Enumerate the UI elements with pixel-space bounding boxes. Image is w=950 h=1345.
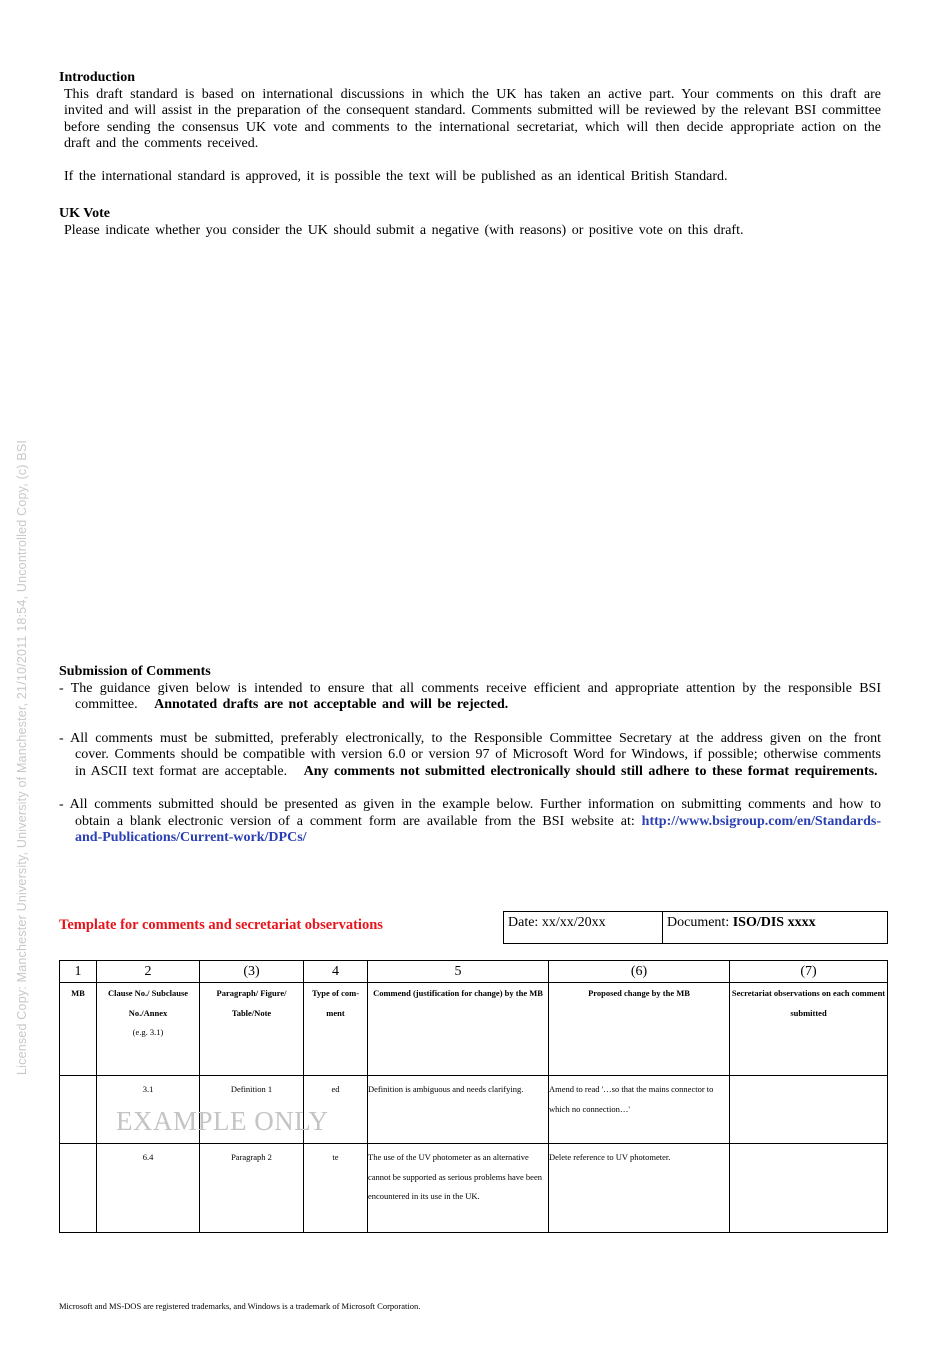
- column-number: (3): [200, 961, 304, 983]
- submission-bullet-1-bold: Annotated drafts are not acceptable and will be rejected.: [154, 697, 509, 712]
- cell-type: te: [304, 1144, 368, 1233]
- cell-clause: 3.1: [97, 1076, 200, 1144]
- header-paragraph: Paragraph/ Figure/ Table/Note: [200, 983, 304, 1076]
- submission-bullet-2: [59, 731, 881, 781]
- column-number: 2: [97, 961, 200, 983]
- introduction-section: [59, 70, 881, 185]
- header-mb: MB: [60, 983, 97, 1076]
- submission-bullet-2-text: - All comments must be submitted, preferably electronically, to the Responsible Committee Secretary at the address given on the front cover. Comments should be compatible with version 6.0 or version 97 of Microsoft Word for Windows, if possible; otherwise comments in ASCII text format are acceptable.: [59, 730, 881, 779]
- cell-comment: The use of the UV photometer as an alternative cannot be supported as serious problems have been encountered in its use in the UK.: [368, 1144, 549, 1233]
- submission-section: [59, 664, 881, 847]
- cell-type: ed: [304, 1076, 368, 1144]
- cell-comment: Definition is ambiguous and needs clarifying.: [368, 1076, 549, 1144]
- header-clause: [97, 983, 200, 1076]
- trademark-footer: Microsoft and MS-DOS are registered trademarks, and Windows is a trademark of Microsoft Corporation.: [59, 1301, 421, 1311]
- column-number: 5: [368, 961, 549, 983]
- uk-vote-paragraph: Please indicate whether you consider the UK should submit a negative (with reasons) or positive vote on this draft.: [64, 222, 744, 238]
- introduction-paragraph-2: If the international standard is approved, it is possible the text will be published as an identical British Standard.: [64, 168, 728, 184]
- uk-vote-heading: UK Vote: [59, 206, 110, 221]
- introduction-heading: Introduction: [59, 70, 135, 85]
- submission-bullet-3-text: - All comments submitted should be presented as given in the example below. Further information on submitting comments and how to obtain a blank electronic version of a comment form are available from the BSI website at:: [59, 797, 881, 829]
- cell-clause: 6.4: [97, 1144, 200, 1233]
- column-number: (7): [730, 961, 888, 983]
- template-title: Template for comments and secretariat observations: [59, 917, 383, 933]
- submission-bullet-2-bold: Any comments not submitted electronically should still adhere to these format requirements.: [303, 763, 878, 779]
- header-clause-example: (e.g. 3.1): [132, 1027, 164, 1037]
- uk-vote-section: [59, 206, 881, 239]
- submission-bullet-1-text: - The guidance given below is intended to ensure that all comments receive efficient and appropriate attention by the responsible BSI committee.: [59, 680, 881, 712]
- header-proposed-change: Proposed change by the MB: [549, 983, 730, 1076]
- comments-table: [59, 960, 888, 1233]
- document-value: ISO/DIS xxxx: [732, 915, 816, 930]
- date-value: xx/xx/20xx: [541, 915, 606, 930]
- date-cell: [504, 912, 663, 943]
- header-secretariat-observations: Secretariat observations on each comment submitted: [730, 983, 888, 1076]
- introduction-paragraph-1: This draft standard is based on international discussions in which the UK has taken an active part. Your comments on this draft are invited and will assist in the preparation of the consequent standard. Comments submitted will be reviewed by the relevant BSI committee before sending the consensus UK vote and comments to the international secretariat, which will then decide appropriate action on the draft and the comments received.: [64, 86, 881, 151]
- header-type: Type of com- ment: [304, 983, 368, 1076]
- licence-watermark: Licensed Copy: Manchester University, University of Manchester, 21/10/2011 18:54, Uncontrolled Copy, (c) BSI: [15, 439, 29, 1075]
- submission-bullet-3: [59, 797, 881, 847]
- header-clause-label: Clause No./ Subclause No./Annex: [107, 988, 189, 1018]
- cell-paragraph: Definition 1: [200, 1076, 304, 1144]
- bsi-website-link[interactable]: http://www.bsigroup.com/en/Standards-and-Publications/Current-work/DPCs/: [75, 813, 882, 845]
- column-number: 4: [304, 961, 368, 983]
- cell-proposed-change: Delete reference to UV photometer.: [549, 1144, 730, 1233]
- date-label: Date:: [508, 915, 542, 930]
- cell-observations: [730, 1076, 888, 1144]
- example-only-overlay: EXAMPLE ONLY: [116, 1106, 329, 1136]
- cell-paragraph: Paragraph 2: [200, 1144, 304, 1233]
- cell-proposed-change: Amend to read '…so that the mains connector to which no connection…': [549, 1076, 730, 1144]
- column-number: (6): [549, 961, 730, 983]
- column-number: 1: [60, 961, 97, 983]
- date-document-box: [503, 911, 888, 944]
- document-label: Document:: [667, 915, 733, 930]
- table-row: [60, 1144, 888, 1233]
- cell-mb: [60, 1076, 97, 1144]
- submission-bullet-1: [59, 681, 881, 714]
- document-cell: [663, 912, 887, 943]
- submission-heading: Submission of Comments: [59, 664, 211, 679]
- cell-mb: [60, 1144, 97, 1233]
- comments-table-wrapper: [59, 960, 887, 1233]
- header-comment: Commend (justification for change) by the MB: [368, 983, 549, 1076]
- column-number-row: [60, 961, 888, 983]
- column-header-row: [60, 983, 888, 1076]
- cell-observations: [730, 1144, 888, 1233]
